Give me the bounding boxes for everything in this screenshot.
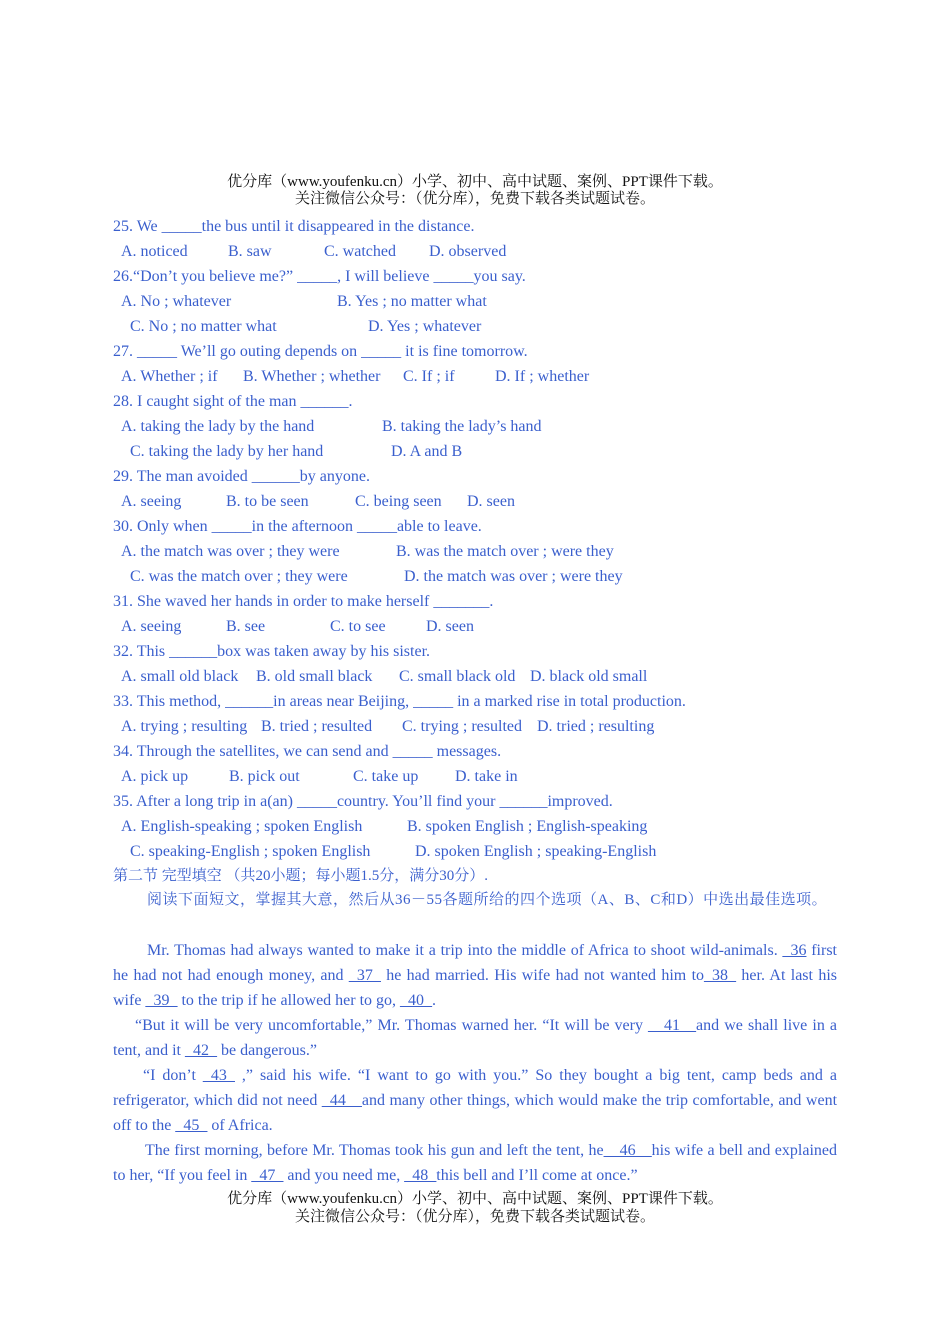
blank-43: _43_ <box>202 1067 235 1084</box>
question-32-options <box>0 667 950 687</box>
passage-text: The first morning, before Mr. Thomas took his gun and left the tent, he <box>145 1142 604 1159</box>
option-a: A. small old black <box>121 668 239 685</box>
blank-45: _45_ <box>175 1117 208 1134</box>
option-a: A. pick up <box>121 768 189 785</box>
option-b: B. taking the lady’s hand <box>382 418 542 435</box>
option-c: C. trying ; resulted <box>402 718 522 735</box>
option-a: A. seeing <box>121 618 182 635</box>
passage-text: Mr. Thomas had always wanted to make it a trip into the middle of Africa to shoot wild-animals. <box>147 942 783 959</box>
option-c: C. No ; no matter what <box>130 318 277 335</box>
blank-46: __46__ <box>603 1142 652 1159</box>
question-32-stem: 32. This ______box was taken away by his sister. <box>113 643 431 660</box>
option-c: C. watched <box>324 243 396 260</box>
question-30-options-row2 <box>0 567 950 587</box>
question-25-options <box>0 242 950 262</box>
option-c: C. was the match over ; they were <box>130 568 348 585</box>
question-30-stem: 30. Only when _____in the afternoon _____able to leave. <box>113 518 482 535</box>
option-b: B. saw <box>228 243 272 260</box>
option-c: C. being seen <box>355 493 442 510</box>
question-28-options-row2 <box>0 442 950 462</box>
question-31-options <box>0 617 950 637</box>
option-b: B. Yes ; no matter what <box>337 293 487 310</box>
header-line-2: 关注微信公众号：（优分库），免费下载各类试题试卷。 <box>294 191 655 207</box>
option-d: D. spoken English ; speaking-English <box>415 843 657 860</box>
question-34-stem: 34. Through the satellites, we can send and _____ messages. <box>113 743 502 760</box>
passage-text: to the trip if he allowed her to go, <box>177 992 401 1009</box>
question-27-options <box>0 367 950 387</box>
question-33-stem: 33. This method, ______in areas near Beijing, _____ in a marked rise in total production. <box>113 693 686 710</box>
passage-paragraph-1 <box>113 938 837 1013</box>
passage-paragraph-4 <box>113 1138 837 1188</box>
passage-text: he had married. His wife had not wanted him to <box>380 967 705 984</box>
option-a: A. Whether ; if <box>121 368 218 385</box>
option-a: A. taking the lady by the hand <box>121 418 315 435</box>
passage-text: . <box>432 992 437 1009</box>
passage-text: “But it will be very uncomfortable,” Mr. Thomas warned her. “It will be very <box>135 1017 649 1034</box>
option-c: C. take up <box>353 768 419 785</box>
option-d: D. take in <box>455 768 518 785</box>
option-b: B. pick out <box>229 768 300 785</box>
passage-text: and many other things, which would make the trip comfortable, and went off to the <box>113 1092 838 1134</box>
option-d: D. the match was over ; were they <box>404 568 623 585</box>
blank-37: _37_ <box>348 967 381 984</box>
question-25-stem: 25. We _____the bus until it disappeared in the distance. <box>113 218 475 235</box>
option-b: B. was the match over ; were they <box>396 543 614 560</box>
passage-text: of Africa. <box>207 1117 273 1134</box>
header-line-1: 优分库（www.youfenku.cn）小学、初中、高中试题、案例、PPT课件下载。 <box>227 174 723 190</box>
blank-36: _36 <box>782 942 807 959</box>
passage-text: and we shall live in a tent, and it <box>113 1017 838 1059</box>
blank-42: _42_ <box>184 1042 217 1059</box>
question-35-options-row1 <box>0 817 950 837</box>
blank-39: _39_ <box>145 992 178 1009</box>
option-d: D. black old small <box>530 668 648 685</box>
option-d: D. tried ; resulting <box>537 718 655 735</box>
question-26-stem: 26.“Don’t you believe me?” _____, I will believe _____you say. <box>113 268 526 285</box>
question-26-options-row1 <box>0 292 950 312</box>
option-c: C. speaking-English ; spoken English <box>130 843 371 860</box>
passage-text: his wife a bell and explained to her, “If you feel in <box>113 1142 837 1184</box>
footer-line-1: 优分库（www.youfenku.cn）小学、初中、高中试题、案例、PPT课件下载。 <box>227 1191 723 1207</box>
blank-44: _44__ <box>321 1092 362 1109</box>
option-d: D. Yes ; whatever <box>368 318 482 335</box>
question-29-stem: 29. The man avoided ______by anyone. <box>113 468 370 485</box>
option-c: C. to see <box>330 618 386 635</box>
question-28-stem: 28. I caught sight of the man ______. <box>113 393 353 410</box>
option-a: A. English-speaking ; spoken English <box>121 818 363 835</box>
question-33-options <box>0 717 950 737</box>
passage-text: be dangerous.” <box>216 1042 317 1059</box>
question-35-stem: 35. After a long trip in a(an) _____country. You’ll find your ______improved. <box>113 793 613 810</box>
question-27-stem: 27. _____ We’ll go outing depends on _____ it is fine tomorrow. <box>113 343 528 360</box>
passage-text: “I don’t <box>143 1067 203 1084</box>
question-34-options <box>0 767 950 787</box>
passage-text: this bell and I’ll come at once.” <box>436 1167 638 1184</box>
section-2-title: 第二节 完型填空 （共20小题；每小题1.5分，满分30分）. <box>113 868 489 884</box>
option-a: A. seeing <box>121 493 182 510</box>
question-26-options-row2 <box>0 317 950 337</box>
blank-47: _47_ <box>251 1167 284 1184</box>
option-d: D. seen <box>426 618 474 635</box>
question-31-stem: 31. She waved her hands in order to make herself _______. <box>113 593 494 610</box>
option-d: D. seen <box>467 493 515 510</box>
option-b: B. to be seen <box>226 493 309 510</box>
option-b: B. see <box>226 618 266 635</box>
passage-text: first he had not had enough money, and <box>113 942 837 984</box>
option-c: C. If ; if <box>403 368 455 385</box>
blank-40: _40_ <box>400 992 433 1009</box>
passage-text: ,” said his wife. “I want to go with you.” So they bought a big tent, camp beds and a refrigerator, which did not need <box>113 1067 838 1109</box>
option-b: B. tried ; resulted <box>261 718 373 735</box>
section-2-instruction: 阅读下面短文，掌握其大意，然后从36－55各题所给的四个选项（A、B、C和D）中选出最佳选项。 <box>147 892 828 908</box>
blank-41: __41__ <box>648 1017 697 1034</box>
option-a: A. the match was over ; they were <box>121 543 340 560</box>
option-d: D. A and B <box>391 443 463 460</box>
option-c: C. small black old <box>399 668 516 685</box>
footer-line-2: 关注微信公众号：（优分库），免费下载各类试题试卷。 <box>294 1209 655 1225</box>
option-a: A. trying ; resulting <box>121 718 248 735</box>
question-30-options-row1 <box>0 542 950 562</box>
option-a: A. No ; whatever <box>121 293 232 310</box>
question-29-options <box>0 492 950 512</box>
question-35-options-row2 <box>0 842 950 862</box>
option-b: B. Whether ; whether <box>243 368 381 385</box>
passage-paragraph-3 <box>113 1063 837 1138</box>
option-d: D. observed <box>429 243 507 260</box>
blank-38: _38_ <box>704 967 737 984</box>
passage-text: her. At last his wife <box>113 967 837 1009</box>
option-a: A. noticed <box>121 243 188 260</box>
passage-paragraph-2 <box>113 1013 837 1063</box>
question-28-options-row1 <box>0 417 950 437</box>
option-c: C. taking the lady by her hand <box>130 443 324 460</box>
option-d: D. If ; whether <box>495 368 590 385</box>
blank-48: _48_ <box>404 1167 437 1184</box>
passage-text: and you need me, <box>283 1167 405 1184</box>
option-b: B. old small black <box>256 668 373 685</box>
option-b: B. spoken English ; English-speaking <box>407 818 648 835</box>
